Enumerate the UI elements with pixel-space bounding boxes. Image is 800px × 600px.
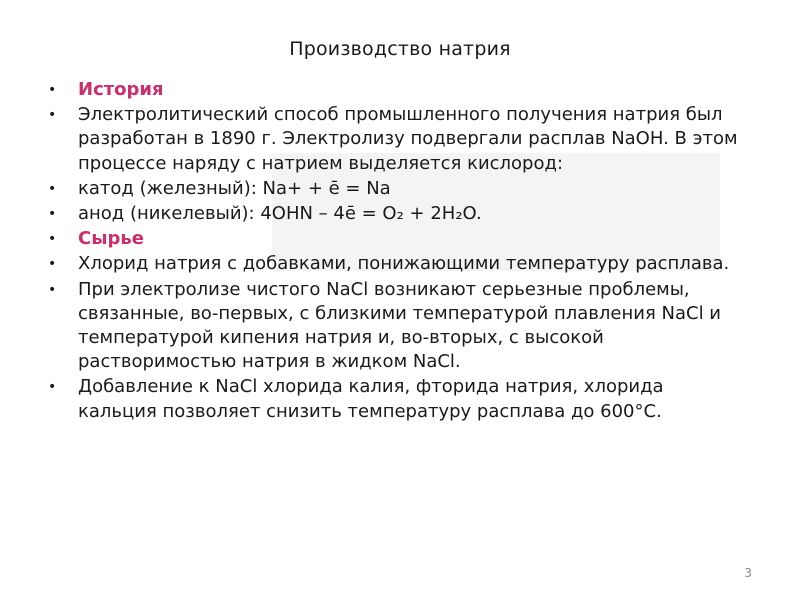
bullet-text: Хлорид натрия с добавками, понижающими температуру расплава. xyxy=(78,253,730,275)
bullet-additives xyxy=(48,375,748,423)
bullet-text: Добавление к NaCl хлорида калия, фторида натрия, хлорида кальция позволяет снизить температуру расплава до 600°C. xyxy=(78,376,664,422)
bullet-dot: • xyxy=(48,231,57,248)
bullet-text: При электролизе чистого NaCl возникают серьезные проблемы, связанные, во-первых, с близкими температурой плавления NaCl и температурой кипения натрия и, во-вторых, с высокой растворимостью натрия в жидком NaCl. xyxy=(78,278,721,373)
bullet-text: Электролитический способ промышленного получения натрия был разработан в 1890 г. Электролизу подвергали расплав NaOH. В этом процессе наряду с натрием выделяется кислород: xyxy=(78,104,738,174)
bullet-dot: • xyxy=(48,206,57,223)
bullet-text: анод (никелевый): 4OHN – 4ē = O₂ + 2H₂O. xyxy=(78,203,482,225)
bullet-sodium-chloride xyxy=(48,252,748,276)
bullet-electrolytic-method xyxy=(48,103,748,176)
bullet-list xyxy=(48,78,748,425)
bullet-dot: • xyxy=(48,82,57,98)
bullet-dot: • xyxy=(48,281,57,298)
bullet-text: катод (железный): Na+ + ē = Na xyxy=(78,177,391,199)
bullet-text: История xyxy=(78,79,164,100)
slide-title: Производство натрия xyxy=(289,38,511,60)
bullet-text: Сырье xyxy=(78,228,144,250)
bullet-cathode xyxy=(48,177,748,201)
bullet-dot: • xyxy=(48,107,57,124)
bullet-anode xyxy=(48,202,748,226)
bullet-history-heading xyxy=(48,78,748,102)
bullet-dot: • xyxy=(48,379,57,396)
bullet-raw-materials-heading xyxy=(48,227,748,251)
bullet-pure-nacl-problems xyxy=(48,278,748,375)
bullet-dot: • xyxy=(48,180,57,197)
page-number: 3 xyxy=(744,566,752,580)
bullet-dot: • xyxy=(48,256,57,273)
